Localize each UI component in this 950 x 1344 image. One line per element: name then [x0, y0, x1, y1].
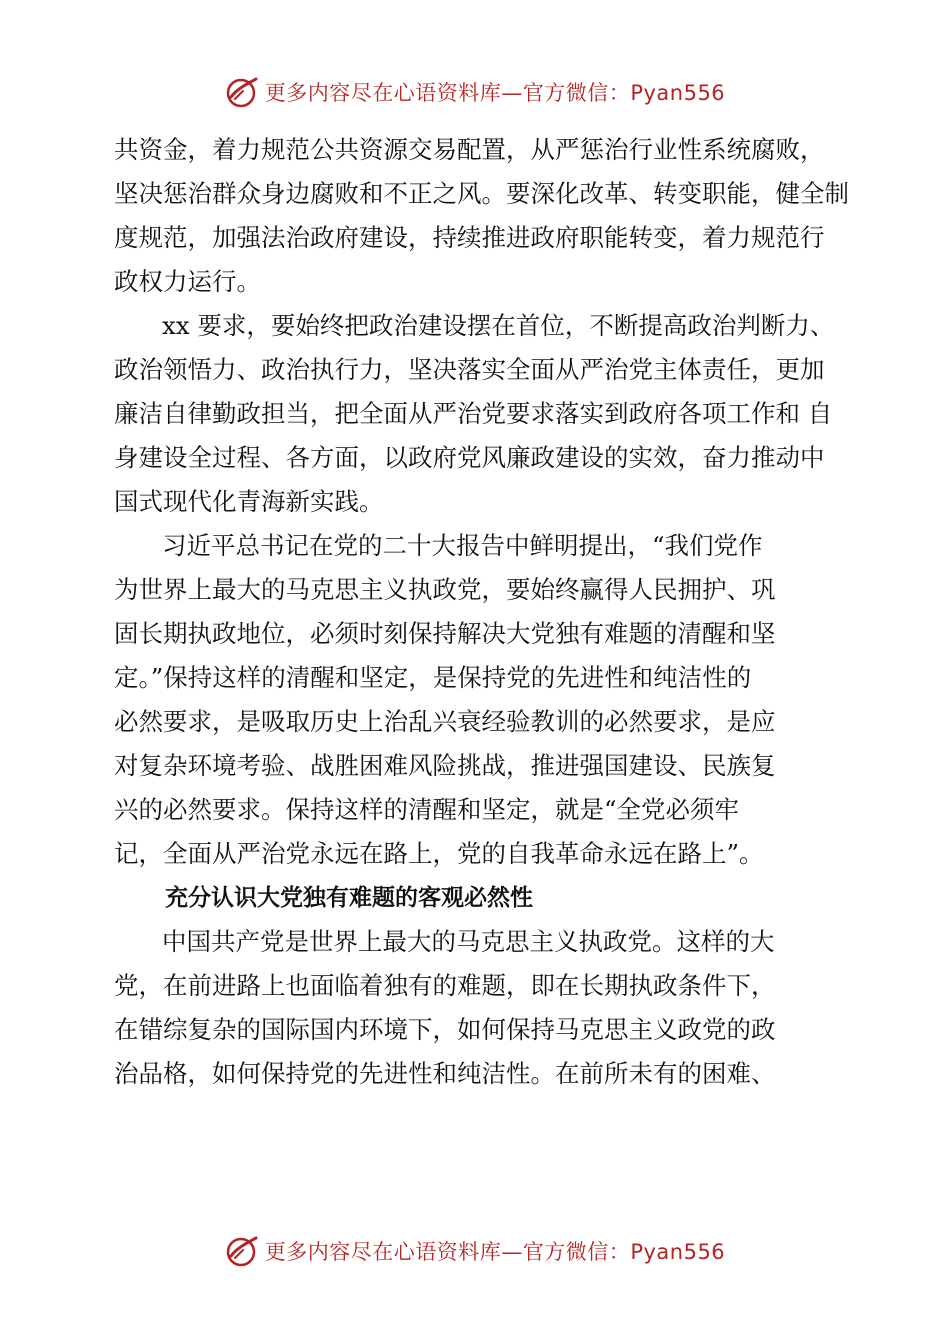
text-line: 身建设全过程、各方面，以政府党风廉政建设的实效，奋力推动中 — [114, 443, 825, 472]
text-line: 习近平总书记在党的二十大报告中鲜明提出，“我们党作 — [162, 531, 763, 560]
text-line: 定。”保持这样的清醒和坚定，是保持党的先进性和纯洁性的 — [114, 663, 752, 692]
text-line: xx 要求，要始终把政治建设摆在首位，不断提高政治判断力、 — [162, 311, 835, 340]
text-line: 兴的必然要求。保持这样的清醒和坚定，就是“全党必须牢 — [114, 795, 740, 824]
banner-wechat-id: Pyan556 — [630, 81, 726, 105]
banner-text — [265, 77, 725, 107]
text-line: 记，全面从严治党永远在路上，党的自我革命永远在路上”。 — [114, 839, 764, 868]
text-line: 国式现代化青海新实践。 — [114, 487, 384, 516]
text-line: 固长期执政地位，必须时刻保持解决大党独有难题的清醒和坚 — [114, 619, 776, 648]
banner-wechat-label: 官方微信： — [522, 1240, 631, 1264]
banner-wechat-label: 官方微信： — [522, 81, 631, 105]
section-heading: 充分认识大党独有难题的客观必然性 — [165, 885, 533, 911]
footer-banner — [0, 1231, 950, 1271]
text-line: 在错综复杂的国际国内环境下，如何保持马克思主义政党的政 — [114, 1015, 776, 1044]
text-line: 中国共产党是世界上最大的马克思主义执政党。这样的大 — [162, 927, 775, 956]
text-line: 治品格，如何保持党的先进性和纯洁性。在前所未有的困难、 — [114, 1059, 776, 1088]
text-line: 廉洁自律勤政担当，把全面从严治党要求落实到政府各项工作和 自 — [114, 399, 833, 428]
text-line: 度规范，加强法治政府建设，持续推进政府职能转变，着力规范行 — [114, 223, 825, 252]
banner-main-text: 更多内容尽在心语资料库 — [264, 1240, 502, 1264]
banner-text — [265, 1236, 725, 1266]
banner-main-text: 更多内容尽在心语资料库 — [264, 81, 502, 105]
text-line: 共资金，着力规范公共资源交易配置，从严惩治行业性系统腐败， — [114, 135, 825, 164]
text-line: 政治领悟力、政治执行力，坚决落实全面从严治党主体责任，更加 — [114, 355, 825, 384]
text-line: 对复杂环境考验、战胜困难风险挑战，推进强国建设、民族复 — [114, 751, 776, 780]
banner-dash: — — [501, 81, 523, 105]
text-line: 必然要求，是吸取历史上治乱兴衰经验教训的必然要求，是应 — [114, 707, 776, 736]
text-line: 政权力运行。 — [114, 267, 261, 296]
text-line: 为世界上最大的马克思主义执政党，要始终赢得人民拥护、巩 — [114, 575, 776, 604]
header-banner — [0, 72, 950, 112]
text-line: 坚决惩治群众身边腐败和不正之风。要深化改革、转变职能，健全制 — [114, 179, 849, 208]
pen-circle-logo-icon — [225, 1234, 259, 1268]
banner-wechat-id: Pyan556 — [630, 1240, 726, 1264]
banner-dash: — — [501, 1240, 523, 1264]
pen-circle-logo-icon — [225, 75, 259, 109]
text-line: 党，在前进路上也面临着独有的难题，即在长期执政条件下， — [114, 971, 776, 1000]
